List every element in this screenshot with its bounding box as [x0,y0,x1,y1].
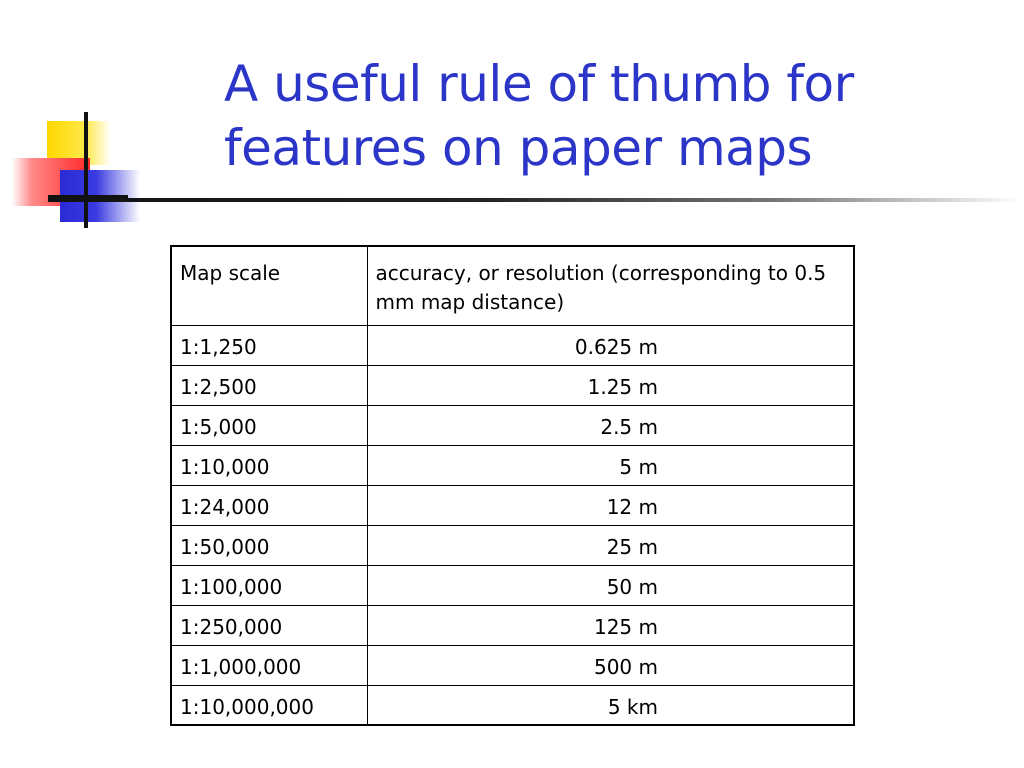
table-header-row [171,246,854,325]
scale-cell: 1:10,000,000 [171,685,367,725]
accuracy-cell: 12 m [367,485,854,525]
accuracy-cell: 50 m [367,565,854,605]
accuracy-cell: 2.5 m [367,405,854,445]
table-row [171,325,854,365]
scale-cell: 1:10,000 [171,445,367,485]
accuracy-cell: 5 m [367,445,854,485]
scale-cell: 1:250,000 [171,605,367,645]
vertical-line-shape [84,112,88,228]
accuracy-cell: 1.25 m [367,365,854,405]
table-row [171,565,854,605]
header-cell-map-scale: Map scale [171,246,367,325]
scale-cell: 1:50,000 [171,525,367,565]
scale-cell: 1:1,250 [171,325,367,365]
table-row [171,605,854,645]
scale-cell: 1:24,000 [171,485,367,525]
scale-cell: 1:5,000 [171,405,367,445]
table-row [171,685,854,725]
slide-title-line-2: features on paper maps [224,119,813,177]
accuracy-cell: 5 km [367,685,854,725]
table-row [171,365,854,405]
slide-title-line-1: A useful rule of thumb for [224,55,854,113]
accuracy-cell: 25 m [367,525,854,565]
scale-cell: 1:2,500 [171,365,367,405]
map-scale-table [170,245,855,726]
table-row [171,485,854,525]
scale-cell: 1:100,000 [171,565,367,605]
accuracy-cell: 0.625 m [367,325,854,365]
slide-title [224,52,984,180]
header-cell-accuracy: accuracy, or resolution (corresponding to 0.5 mm map distance) [367,246,854,325]
accuracy-cell: 125 m [367,605,854,645]
table-row [171,525,854,565]
title-underline-divider [48,198,1020,202]
accuracy-cell: 500 m [367,645,854,685]
table-row [171,645,854,685]
slide-logo-decoration [0,0,160,240]
scale-cell: 1:1,000,000 [171,645,367,685]
table-row [171,445,854,485]
table-row [171,405,854,445]
